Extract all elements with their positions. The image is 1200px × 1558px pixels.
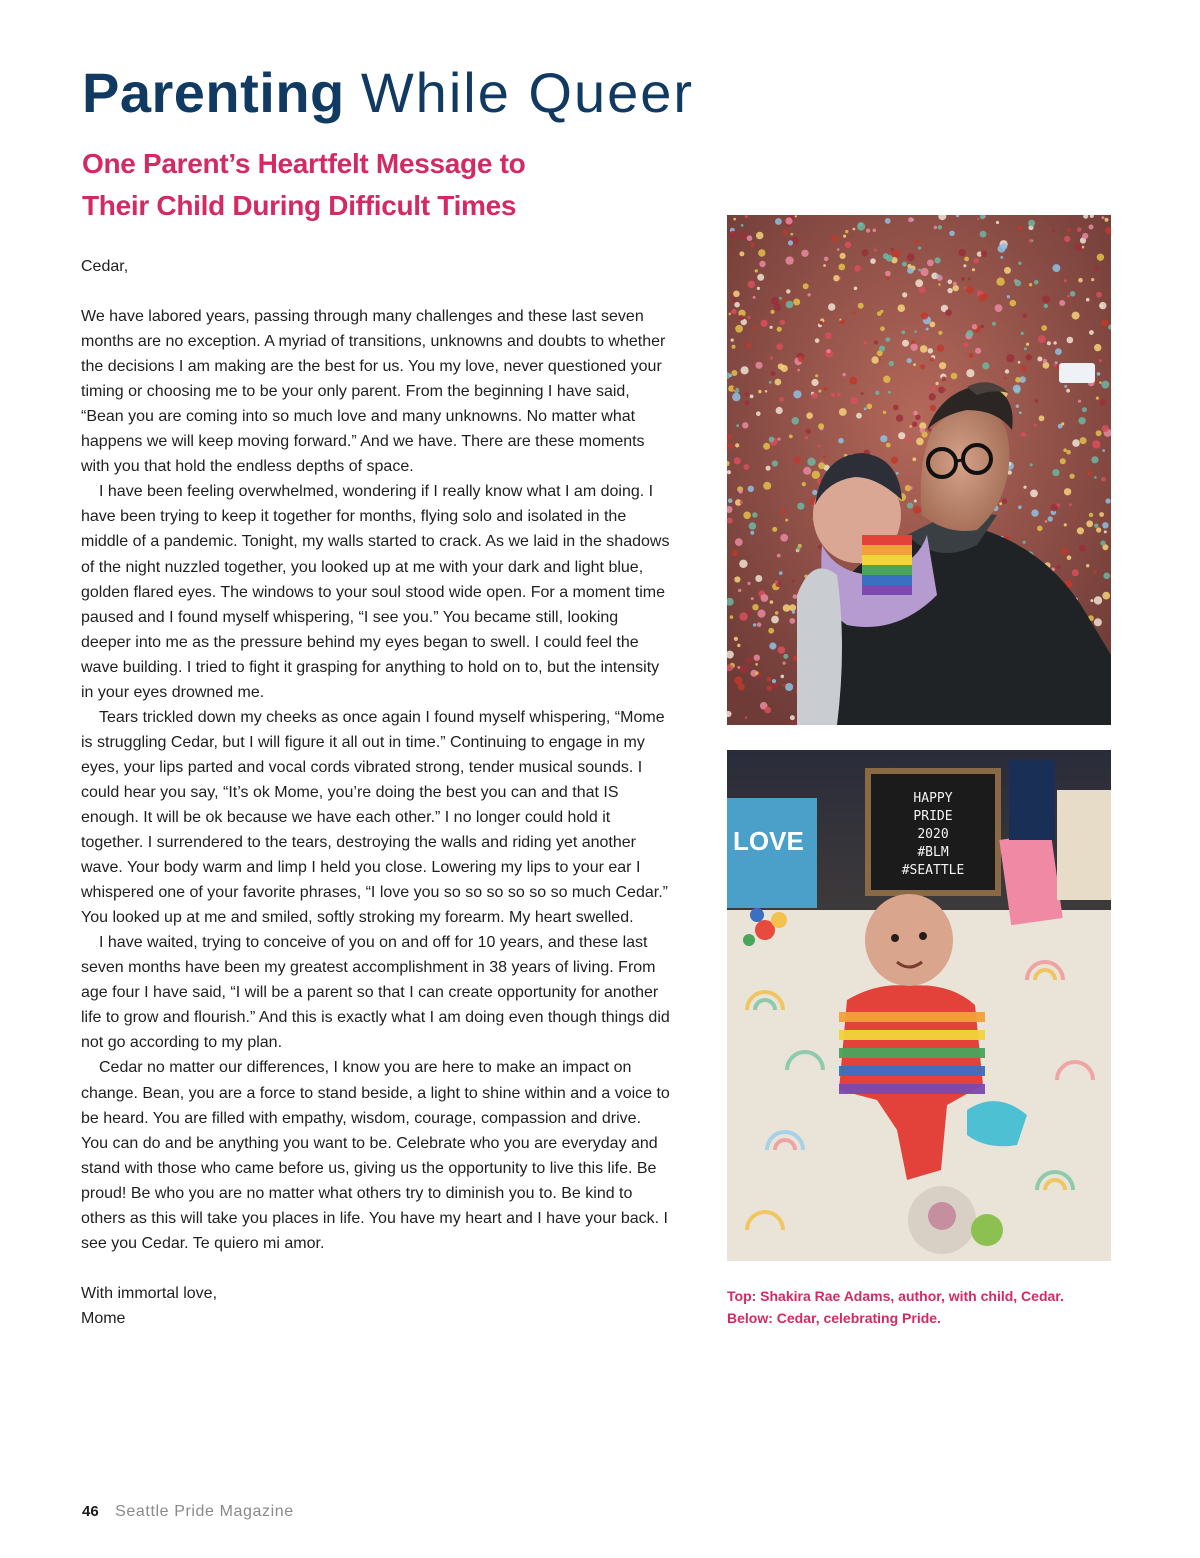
article-title — [82, 58, 694, 128]
board-line: #BLM — [917, 845, 949, 860]
letter-paragraph: Tears trickled down my cheeks as once again I found myself whispering, “Mome is struggling Cedar, but I will figure it all out in time.” Continuing to engage in my eyes, your lips parted and vocal cords vibrated strong, tender musical sounds. I could hear you say, “It’s ok Mome, you’re doing the best you can and that IS enough. It will be ok because we have each other.” I no longer could hold it together. I surrendered to the tears, destroying the walls and riding yet another wave. Your body warm and limp I held you close. Lowering my lips to your ear I whispered one of your favorite phrases, “I love you so so so so so so much Cedar.” You looked up at me and smiled, softly stroking my forearm. My heart swelled. — [81, 708, 668, 927]
letter-paragraph: I have waited, trying to conceive of you on and off for 10 years, and these last seven months have been my greatest accomplishment in 38 years of living. From age four I have said, “I will be a parent so that I can create opportunity for another life to grow and flourish.” And this is exactly what I am doing even though things did not go according to my plan. — [81, 934, 670, 1052]
title-light: While Queer — [360, 61, 695, 124]
photo-caption — [727, 1285, 1127, 1329]
photo-child-pride — [727, 750, 1111, 1261]
letter-body — [81, 254, 671, 1331]
page-footer — [82, 1500, 294, 1524]
page-number: 46 — [82, 1503, 99, 1520]
board-line: PRIDE — [913, 809, 953, 824]
subtitle-line-1: One Parent’s Heartfelt Message to — [82, 148, 526, 179]
caption-line-1: Top: Shakira Rae Adams, author, with child, Cedar. — [727, 1288, 1064, 1304]
letter-signature: Mome — [81, 1309, 126, 1327]
subtitle-line-2: Their Child During Difficult Times — [82, 190, 517, 221]
letter-paragraph: I have been feeling overwhelmed, wondering if I really know what I am doing. I have been trying to keep it together for months, flying solo and isolated in the middle of a pandemic. Tonight, my walls started to crack. As we laid in the shadows of the night nuzzled together, you looked up at me with your dark and light blue, golden flared eyes. The windows to your soul stood wide open. For a moment time paused and I found myself whispering, “I see you.” You became still, looking deeper into me as the pressure behind my eyes began to swell. I could feel the wave building. I tried to fight it grasping for anything to hold on to, but the intensity in your eyes drowned me. — [81, 483, 670, 701]
letter-paragraph: We have labored years, passing through many challenges and these last seven months are no exception. A myriad of transitions, unknowns and doubts to whether the decisions I am making are the best for us. You my love, never questioned your timing or choosing me to be your only parent. From the beginning I have said, “Bean you are coming into so much love and many unknowns. No matter what happens we will keep moving forward.” And we have. There are these moments with you that hold the endless depths of space. — [81, 308, 666, 476]
photo-parent-with-child — [727, 215, 1111, 725]
letter-closing: With immortal love, — [81, 1284, 218, 1302]
letter-paragraph: Cedar no matter our differences, I know you are here to make an impact on change. Bean, you are a force to stand beside, a light to shine within and a voice to be heard. You are filled with empathy, wisdom, courage, compassion and drive. You can do and be anything you want to be. Celebrate who you are everyday and stand with those who came before us, giving us the opportunity to live this life. Be proud! Be who you are no matter what others try to diminish you to. Be kind to others as this will take you places in life. You have my heart and I have your back. I see you Cedar. Te quiero mi amor. — [81, 1059, 670, 1252]
board-line: HAPPY — [913, 791, 953, 806]
book-title-love: LOVE — [733, 826, 804, 856]
caption-line-2: Below: Cedar, celebrating Pride. — [727, 1310, 941, 1326]
board-line: #SEATTLE — [901, 863, 965, 878]
title-bold: Parenting — [82, 61, 345, 124]
letter-salutation: Cedar, — [81, 258, 129, 275]
board-line: 2020 — [917, 827, 949, 842]
article-subtitle — [82, 143, 525, 227]
magazine-name: Seattle Pride Magazine — [115, 1503, 294, 1520]
